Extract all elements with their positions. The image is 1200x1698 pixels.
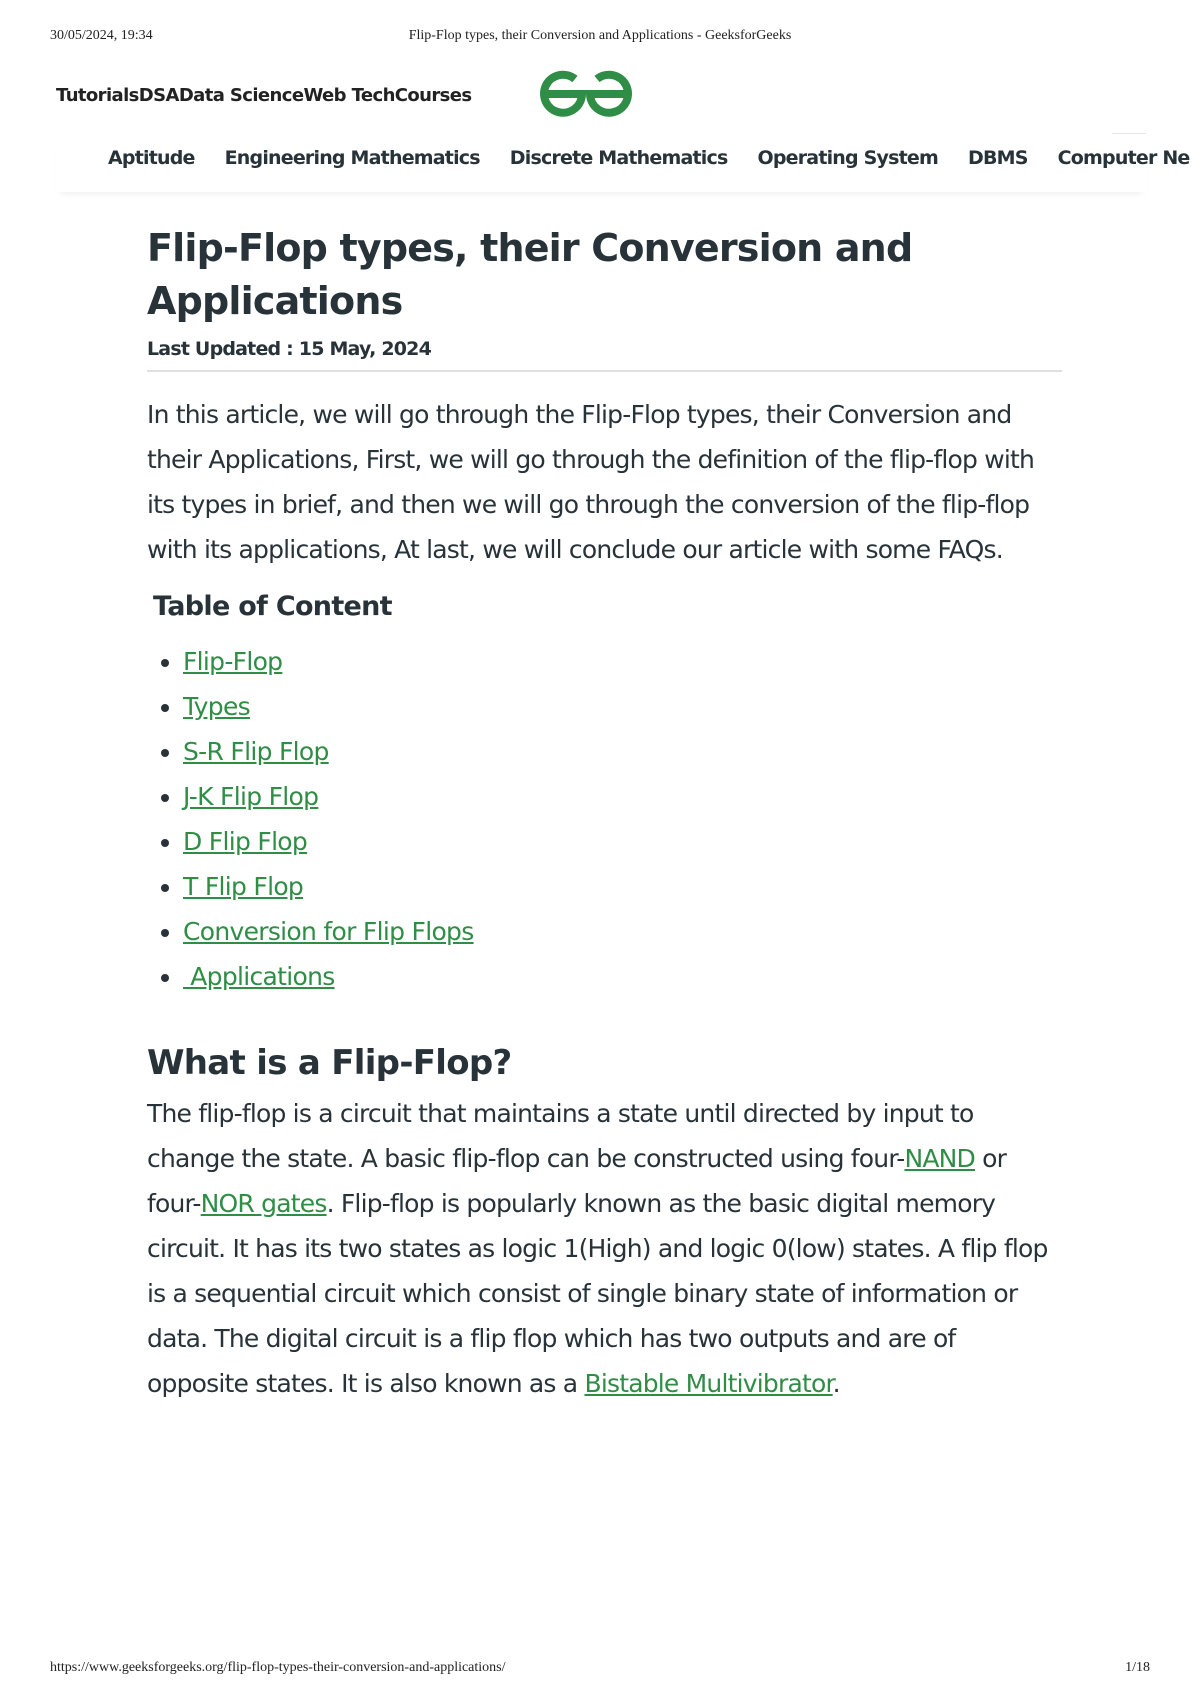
text-run: . (832, 1369, 840, 1398)
intro-paragraph: In this article, we will go through the Flip-Flop types, their Conversion and their Applications, First, we will go through the definition of the flip-flop with its types in brief, and then we will go through the conversion of the flip-flop with its applications, At last, we will conclude our article with some FAQs. (147, 400, 1035, 564)
toc-link-flip-flop[interactable]: Flip-Flop (183, 647, 283, 676)
print-page-title: Flip-Flop types, their Conversion and Applications - GeeksforGeeks (408, 28, 792, 43)
nav-item-tutorials[interactable]: Tutorials (56, 84, 139, 106)
link-nor-gates[interactable]: NOR gates (200, 1189, 327, 1218)
toc-link-applications[interactable]: Applications (183, 962, 335, 991)
text-run: The flip-flop is a circuit that maintains a state until directed by input to change the state. A basic flip-flop can be constructed using four- (147, 1099, 974, 1173)
category-computer-networks[interactable]: Computer Ne (1057, 147, 1190, 169)
toc-item (183, 909, 1062, 954)
toc-item (183, 684, 1062, 729)
print-url: https://www.geeksforgeeks.org/flip-flop-types-their-conversion-and-applications/ (50, 1660, 506, 1675)
toc-item (183, 864, 1062, 909)
print-datetime: 30/05/2024, 19:34 (50, 28, 153, 43)
toc-item (183, 954, 1062, 999)
table-of-contents (147, 639, 1062, 999)
article (147, 222, 1062, 1406)
category-operating-system[interactable]: Operating System (757, 147, 938, 169)
nav-item-web-tech[interactable]: Web Tech (303, 84, 395, 106)
text-run: or four- (147, 1144, 1007, 1218)
geeksforgeeks-logo-icon[interactable] (536, 66, 636, 122)
nav-item-data-science[interactable]: Data Science (178, 84, 304, 106)
toc-link-d-flip-flop[interactable]: D Flip Flop (183, 827, 308, 856)
category-aptitude[interactable]: Aptitude (108, 147, 195, 169)
toc-item (183, 774, 1062, 819)
text-run: . Flip-flop is popularly known as the basic digital memory circuit. It has its two states as logic 1(High) and logic 0(low) states. A flip flop is a sequential circuit which consist of single binary state of information or data. The digital circuit is a flip flop which has two outputs and are of opposite states. It is also known as a (147, 1189, 1048, 1398)
toc-item (183, 729, 1062, 774)
flip-flop-paragraph (147, 1091, 1062, 1406)
nav-item-courses[interactable]: Courses (394, 84, 472, 106)
toc-link-jk-flip-flop[interactable]: J-K Flip Flop (183, 782, 319, 811)
toc-link-types[interactable]: Types (183, 692, 250, 721)
link-bistable-multivibrator[interactable]: Bistable Multivibrator (584, 1369, 833, 1398)
category-engineering-mathematics[interactable]: Engineering Mathematics (224, 147, 480, 169)
section-heading-flip-flop: What is a Flip-Flop? (147, 1043, 512, 1083)
article-title: Flip-Flop types, their Conversion and Applications (147, 226, 913, 323)
print-header (50, 28, 1150, 48)
last-updated: Last Updated : 15 May, 2024 (147, 338, 1062, 372)
print-page-number: 1/18 (1125, 1660, 1150, 1675)
nav-divider (1112, 133, 1146, 134)
toc-link-conversion[interactable]: Conversion for Flip Flops (183, 917, 474, 946)
category-discrete-mathematics[interactable]: Discrete Mathematics (509, 147, 728, 169)
toc-item (183, 819, 1062, 864)
toc-link-t-flip-flop[interactable]: T Flip Flop (183, 872, 304, 901)
category-dbms[interactable]: DBMS (968, 147, 1028, 169)
toc-heading: Table of Content (153, 591, 392, 622)
site-nav (56, 75, 472, 115)
nav-item-dsa[interactable]: DSA (138, 84, 179, 106)
print-footer (50, 1660, 1150, 1680)
category-nav (56, 140, 1190, 192)
toc-item (183, 639, 1062, 684)
toc-link-sr-flip-flop[interactable]: S-R Flip Flop (183, 737, 329, 766)
link-nand[interactable]: NAND (904, 1144, 976, 1173)
